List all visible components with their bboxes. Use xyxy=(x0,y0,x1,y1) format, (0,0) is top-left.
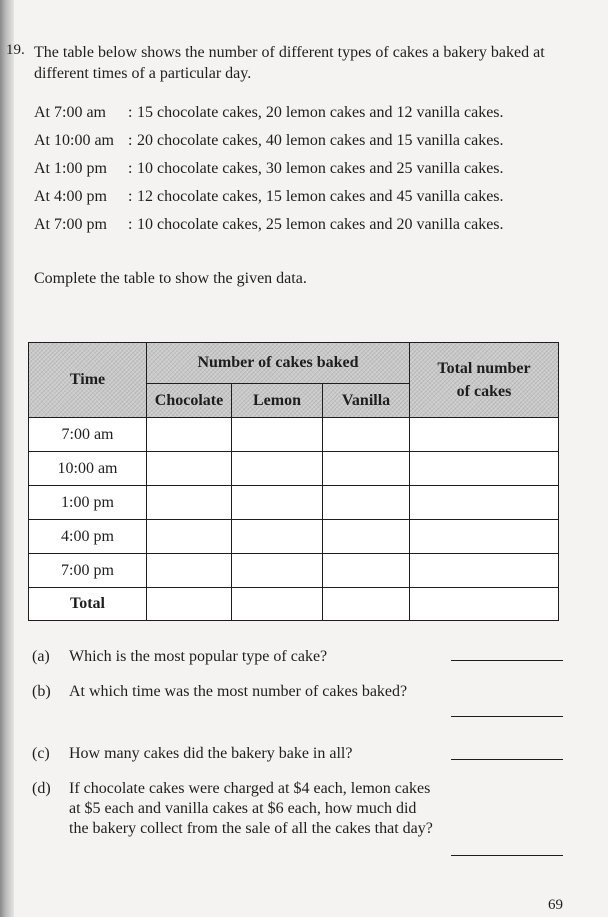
data-line-time: At 4:00 pm xyxy=(34,188,107,205)
header-number-of-cakes: Number of cakes baked xyxy=(146,342,410,384)
cell-chocolate[interactable] xyxy=(146,519,232,554)
header-total-line2: of cakes xyxy=(456,383,512,400)
question-label: (c) xyxy=(32,745,50,762)
data-line-time: At 7:00 am xyxy=(34,104,106,121)
data-line-detail: 10 chocolate cakes, 30 lemon cakes and 25 vanilla cakes. xyxy=(137,160,504,177)
cell-chocolate[interactable] xyxy=(146,485,232,520)
data-line-time: At 7:00 pm xyxy=(34,216,107,233)
data-line-separator: : xyxy=(128,216,133,233)
data-line-detail: 15 chocolate cakes, 20 lemon cakes and 12 vanilla cakes. xyxy=(137,104,504,121)
question-text: If chocolate cakes were charged at $4 each, lemon cakes at $5 each and vanilla cakes at $6 each, how much did the bakery collect from the sale of all the cakes that day? xyxy=(69,780,433,837)
data-line-separator: : xyxy=(128,104,133,121)
row-label-time: 10:00 am xyxy=(28,451,147,486)
cell-grand-total[interactable] xyxy=(409,587,559,621)
answer-line-b[interactable] xyxy=(451,716,563,717)
cell-lemon[interactable] xyxy=(231,553,323,588)
cell-chocolate[interactable] xyxy=(146,451,232,486)
question-label: (a) xyxy=(32,648,50,665)
answer-line-a[interactable] xyxy=(451,660,563,661)
cell-total[interactable] xyxy=(409,553,559,588)
question-label: (b) xyxy=(32,683,51,700)
data-line-detail: 12 chocolate cakes, 15 lemon cakes and 45 vanilla cakes. xyxy=(137,188,504,205)
data-line-separator: : xyxy=(128,188,133,205)
cakes-table xyxy=(28,342,559,621)
header-total xyxy=(409,342,559,418)
cell-lemon[interactable] xyxy=(231,485,323,520)
page-binding-shadow xyxy=(0,0,14,917)
cell-chocolate[interactable] xyxy=(146,417,232,452)
cell-total[interactable] xyxy=(409,417,559,452)
row-label-time: 4:00 pm xyxy=(28,519,147,554)
cell-vanilla[interactable] xyxy=(322,519,410,554)
question-number: 19. xyxy=(6,42,25,58)
answer-line-d[interactable] xyxy=(451,855,563,856)
header-time: Time xyxy=(28,342,147,418)
cell-lemon[interactable] xyxy=(231,451,323,486)
data-line-time: At 1:00 pm xyxy=(34,160,107,177)
cell-total[interactable] xyxy=(409,451,559,486)
cell-vanilla[interactable] xyxy=(322,553,410,588)
cell-total[interactable] xyxy=(409,519,559,554)
question-label: (d) xyxy=(32,780,51,797)
page-number: 69 xyxy=(548,897,563,913)
data-line-separator: : xyxy=(128,132,133,149)
instruction-text: Complete the table to show the given data. xyxy=(34,270,307,287)
header-vanilla: Vanilla xyxy=(322,383,410,418)
cell-lemon[interactable] xyxy=(231,519,323,554)
question-text: At which time was the most number of cakes baked? xyxy=(69,683,408,700)
header-chocolate: Chocolate xyxy=(146,383,232,418)
cell-total-lemon[interactable] xyxy=(231,587,323,621)
cell-vanilla[interactable] xyxy=(322,485,410,520)
cell-total-chocolate[interactable] xyxy=(146,587,232,621)
cell-chocolate[interactable] xyxy=(146,553,232,588)
data-line-detail: 20 chocolate cakes, 40 lemon cakes and 15 vanilla cakes. xyxy=(137,132,504,149)
cell-total[interactable] xyxy=(409,485,559,520)
cell-vanilla[interactable] xyxy=(322,451,410,486)
question-text: Which is the most popular type of cake? xyxy=(69,648,328,665)
row-label-total: Total xyxy=(28,587,147,621)
data-line-detail: 10 chocolate cakes, 25 lemon cakes and 20 vanilla cakes. xyxy=(137,216,504,233)
row-label-time: 1:00 pm xyxy=(28,485,147,520)
cell-lemon[interactable] xyxy=(231,417,323,452)
header-lemon: Lemon xyxy=(231,383,323,418)
question-text: How many cakes did the bakery bake in all? xyxy=(69,745,353,762)
row-label-time: 7:00 am xyxy=(28,417,147,452)
header-total-line1: Total number xyxy=(437,360,531,377)
data-line-separator: : xyxy=(128,160,133,177)
cell-total-vanilla[interactable] xyxy=(322,587,410,621)
row-label-time: 7:00 pm xyxy=(28,553,147,588)
cell-vanilla[interactable] xyxy=(322,417,410,452)
question-intro: The table below shows the number of different types of cakes a bakery baked at different times of a particular day. xyxy=(34,44,545,82)
answer-line-c[interactable] xyxy=(451,759,563,760)
data-line-time: At 10:00 am xyxy=(34,132,114,149)
